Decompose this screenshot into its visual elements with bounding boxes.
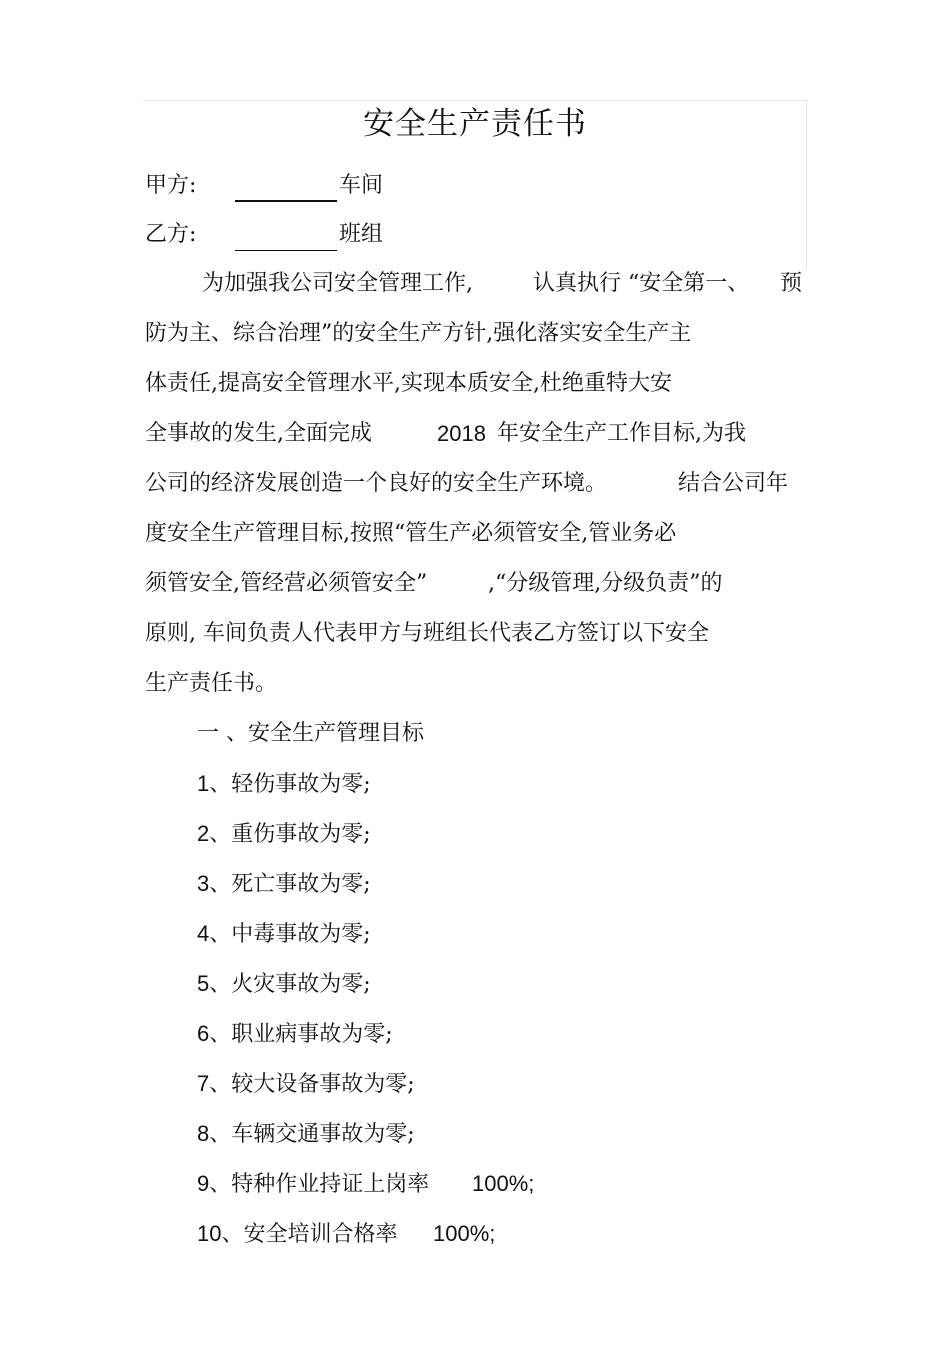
- para-line-1c: 预: [780, 271, 803, 296]
- para-line-4c: 年安全生产工作目标,为我: [497, 421, 746, 446]
- goal-item-10: 10、安全培训合格率: [197, 1221, 398, 1247]
- goal-10-value: 100%;: [433, 1221, 496, 1246]
- para-line-5a: 公司的经济发展创造一个良好的安全生产环境。: [145, 471, 608, 496]
- goal-item: 6、职业病事故为零;: [197, 1021, 393, 1047]
- party-a-line: [145, 168, 383, 202]
- para-line-9: 生产责任书。: [145, 671, 278, 696]
- para-line-7a: 须管安全,管经营必须管安全”: [145, 571, 428, 596]
- section-heading-1: 一 、安全生产管理目标: [197, 721, 424, 746]
- para-line-1b: 认真执行 “安全第一、: [533, 271, 750, 296]
- para-line-6: 度安全生产管理目标,按照“管生产必须管安全,管业务必: [145, 521, 677, 546]
- party-b-blank: [235, 218, 337, 251]
- goal-item: 7、较大设备事故为零;: [197, 1071, 415, 1097]
- goal-item: 5、火灾事故为零;: [197, 971, 371, 997]
- para-line-4a: 全事故的发生,全面完成: [145, 421, 372, 446]
- goal-item-9: 9、特种作业持证上岗率: [197, 1171, 430, 1197]
- goal-item: 4、中毒事故为零;: [197, 921, 371, 947]
- para-line-2: 防为主、综合治理”的安全生产方针,强化落实安全生产主: [145, 321, 692, 346]
- party-a-suffix: 车间: [339, 173, 384, 198]
- para-line-7b: ,“分级管理,分级负责”的: [488, 571, 723, 596]
- para-line-5b: 结合公司年: [678, 471, 789, 496]
- party-b-suffix: 班组: [339, 222, 384, 247]
- goal-item: 1、轻伤事故为零;: [197, 771, 371, 797]
- para-line-3: 体责任,提高安全管理水平,实现本质安全,杜绝重特大安: [145, 371, 672, 396]
- party-a-blank: [235, 168, 337, 202]
- goal-item: 8、车辆交通事故为零;: [197, 1121, 415, 1147]
- goal-9-value: 100%;: [472, 1171, 535, 1196]
- para-line-1a: 为加强我公司安全管理工作,: [202, 271, 473, 296]
- party-a-label: 甲方:: [145, 173, 197, 198]
- goal-item: 2、重伤事故为零;: [197, 821, 371, 847]
- document-title: 安全生产责任书: [363, 106, 587, 142]
- party-b-line: [145, 218, 383, 251]
- party-b-label: 乙方:: [145, 222, 197, 247]
- goal-item: 3、死亡事故为零;: [197, 871, 371, 897]
- para-line-8: 原则, 车间负责人代表甲方与班组长代表乙方签订以下安全: [145, 621, 709, 646]
- para-line-4b-year: 2018: [437, 421, 486, 446]
